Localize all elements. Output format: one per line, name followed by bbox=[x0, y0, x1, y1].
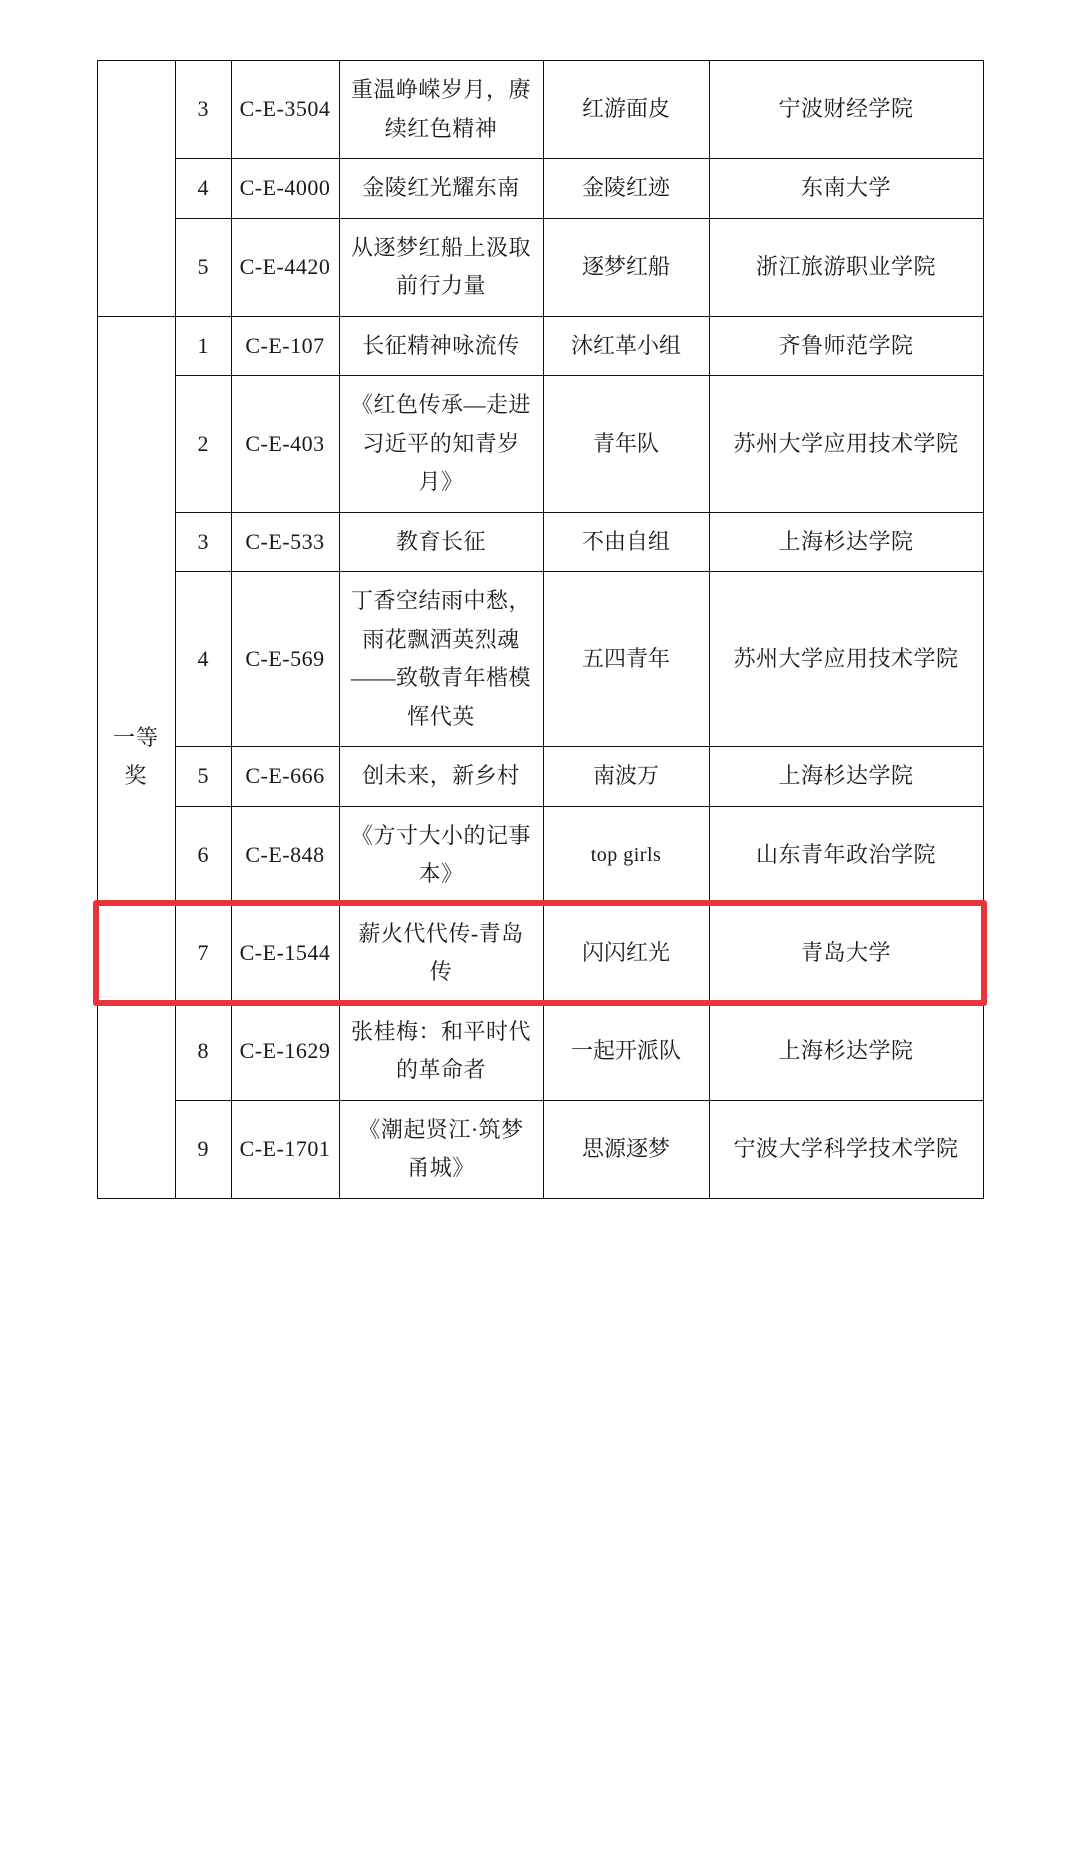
school-name: 上海杉达学院 bbox=[709, 747, 983, 807]
work-title: 长征精神咏流传 bbox=[339, 316, 543, 376]
award-results-table bbox=[97, 60, 984, 1199]
team-name: 青年队 bbox=[543, 376, 709, 513]
school-name: 宁波财经学院 bbox=[709, 61, 983, 159]
row-number: 5 bbox=[175, 747, 231, 807]
team-name: 不由自组 bbox=[543, 512, 709, 572]
work-code: C-E-1701 bbox=[231, 1100, 339, 1198]
team-name: 沐红革小组 bbox=[543, 316, 709, 376]
team-name: top girls bbox=[543, 806, 709, 904]
school-name: 宁波大学科学技术学院 bbox=[709, 1100, 983, 1198]
work-code: C-E-4000 bbox=[231, 159, 339, 219]
team-name: 闪闪红光 bbox=[543, 904, 709, 1002]
work-title: 张桂梅：和平时代的革命者 bbox=[339, 1002, 543, 1100]
table-row bbox=[97, 806, 983, 904]
award-group-label: 一等奖 bbox=[97, 316, 175, 1198]
team-name: 五四青年 bbox=[543, 572, 709, 747]
school-name: 浙江旅游职业学院 bbox=[709, 218, 983, 316]
work-code: C-E-848 bbox=[231, 806, 339, 904]
school-name: 苏州大学应用技术学院 bbox=[709, 376, 983, 513]
table-row bbox=[97, 512, 983, 572]
table-row bbox=[97, 1100, 983, 1198]
row-number: 1 bbox=[175, 316, 231, 376]
work-code: C-E-107 bbox=[231, 316, 339, 376]
work-code: C-E-666 bbox=[231, 747, 339, 807]
team-name: 南波万 bbox=[543, 747, 709, 807]
work-title: 从逐梦红船上汲取前行力量 bbox=[339, 218, 543, 316]
school-name: 苏州大学应用技术学院 bbox=[709, 572, 983, 747]
table-body bbox=[97, 61, 983, 1199]
work-title: 重温峥嵘岁月，赓续红色精神 bbox=[339, 61, 543, 159]
row-number: 6 bbox=[175, 806, 231, 904]
team-name: 思源逐梦 bbox=[543, 1100, 709, 1198]
row-number: 4 bbox=[175, 572, 231, 747]
row-number: 3 bbox=[175, 512, 231, 572]
row-number: 4 bbox=[175, 159, 231, 219]
work-code: C-E-569 bbox=[231, 572, 339, 747]
work-title: 丁香空结雨中愁，雨花飘洒英烈魂——致敬青年楷模恽代英 bbox=[339, 572, 543, 747]
table-row bbox=[97, 747, 983, 807]
table-row bbox=[97, 316, 983, 376]
work-title: 教育长征 bbox=[339, 512, 543, 572]
work-code: C-E-533 bbox=[231, 512, 339, 572]
table-row bbox=[97, 1002, 983, 1100]
row-number: 7 bbox=[175, 904, 231, 1002]
work-code: C-E-1544 bbox=[231, 904, 339, 1002]
work-title: 薪火代代传-青岛传 bbox=[339, 904, 543, 1002]
team-name: 一起开派队 bbox=[543, 1002, 709, 1100]
row-number: 2 bbox=[175, 376, 231, 513]
row-number: 8 bbox=[175, 1002, 231, 1100]
work-title: 金陵红光耀东南 bbox=[339, 159, 543, 219]
team-name: 金陵红迹 bbox=[543, 159, 709, 219]
team-name: 红游面皮 bbox=[543, 61, 709, 159]
table-row-highlighted bbox=[97, 904, 983, 1002]
school-name: 上海杉达学院 bbox=[709, 512, 983, 572]
school-name: 齐鲁师范学院 bbox=[709, 316, 983, 376]
table-row bbox=[97, 572, 983, 747]
school-name: 上海杉达学院 bbox=[709, 1002, 983, 1100]
school-name: 山东青年政治学院 bbox=[709, 806, 983, 904]
work-title: 《红色传承—走进习近平的知青岁月》 bbox=[339, 376, 543, 513]
award-group-label bbox=[97, 61, 175, 317]
work-code: C-E-403 bbox=[231, 376, 339, 513]
table-row bbox=[97, 376, 983, 513]
work-code: C-E-4420 bbox=[231, 218, 339, 316]
work-title: 创未来，新乡村 bbox=[339, 747, 543, 807]
team-name: 逐梦红船 bbox=[543, 218, 709, 316]
work-title: 《潮起贤江·筑梦甬城》 bbox=[339, 1100, 543, 1198]
work-code: C-E-1629 bbox=[231, 1002, 339, 1100]
table-row bbox=[97, 159, 983, 219]
row-number: 5 bbox=[175, 218, 231, 316]
row-number: 9 bbox=[175, 1100, 231, 1198]
row-number: 3 bbox=[175, 61, 231, 159]
table-row bbox=[97, 61, 983, 159]
school-name: 东南大学 bbox=[709, 159, 983, 219]
work-code: C-E-3504 bbox=[231, 61, 339, 159]
table-row bbox=[97, 218, 983, 316]
work-title: 《方寸大小的记事本》 bbox=[339, 806, 543, 904]
school-name: 青岛大学 bbox=[709, 904, 983, 1002]
